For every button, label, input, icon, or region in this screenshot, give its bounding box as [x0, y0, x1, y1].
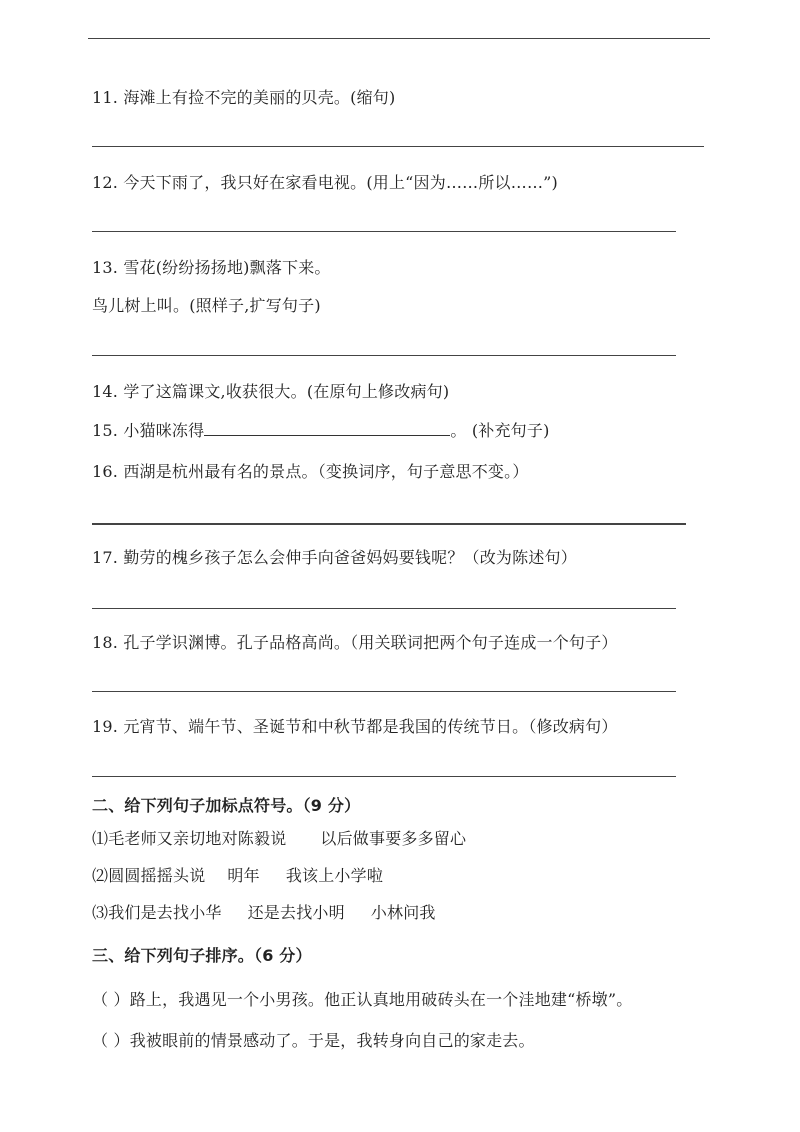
answer-line-13[interactable]	[92, 355, 676, 356]
item-part: 毛老师又亲切地对陈毅说	[108, 829, 287, 848]
question-15-prefix: 15. 小猫咪冻得	[92, 421, 205, 440]
answer-line-12[interactable]	[92, 231, 676, 232]
item-part: 小林问我	[370, 903, 436, 922]
answer-line-17[interactable]	[92, 608, 676, 609]
item-part: 以后做事要多多留心	[320, 829, 467, 848]
question-17: 17. 勤劳的槐乡孩子怎么会伸手向爸爸妈妈要钱呢？（改为陈述句）	[92, 548, 577, 567]
question-13-prompt: 鸟儿树上叫。(照样子,扩写句子)	[92, 296, 321, 315]
question-11: 11. 海滩上有捡不完的美丽的贝壳。(缩句)	[92, 88, 396, 107]
punctuation-item-2	[92, 866, 383, 886]
ordering-item-2	[92, 1031, 535, 1051]
question-13-example: 13. 雪花(纷纷扬扬地)飘落下来。	[92, 258, 331, 277]
item-part: 还是去找小明	[247, 903, 345, 922]
item-part: 圆圆摇摇头说	[108, 866, 206, 885]
ordering-bracket[interactable]: （ ）	[92, 1031, 130, 1050]
item-part: 我该上小学啦	[285, 866, 384, 885]
question-16: 16. 西湖是杭州最有名的景点。（变换词序，句子意思不变。）	[92, 462, 529, 481]
item-number: ⑶	[92, 903, 109, 922]
ordering-text: 路上，我遇见一个小男孩。他正认真地用破砖头在一个洼地建“桥墩”。	[129, 990, 633, 1009]
item-part: 我们是去找小华	[108, 903, 222, 922]
item-number: ⑴	[92, 829, 109, 848]
ordering-item-1	[92, 990, 632, 1010]
section-3-heading: 三、给下列句子排序。（6 分）	[92, 946, 312, 965]
section-2-heading: 二、给下列句子加标点符号。（9 分）	[92, 796, 361, 815]
answer-line-19[interactable]	[92, 776, 676, 777]
question-19: 19. 元宵节、端午节、圣诞节和中秋节都是我国的传统节日。（修改病句）	[92, 717, 618, 736]
top-rule	[88, 38, 710, 39]
answer-blank-15[interactable]	[204, 421, 450, 436]
question-15	[92, 421, 550, 441]
question-18: 18. 孔子学识渊博。孔子品格高尚。（用关联词把两个句子连成一个句子）	[92, 633, 618, 652]
item-part: 明年	[227, 866, 260, 885]
item-number: ⑵	[92, 866, 109, 885]
punctuation-item-1	[92, 829, 466, 849]
answer-line-18[interactable]	[92, 691, 676, 692]
ordering-text: 我被眼前的情景感动了。于是，我转身向自己的家走去。	[129, 1031, 535, 1050]
question-14: 14. 学了这篇课文,收获很大。(在原句上修改病句)	[92, 382, 450, 401]
ordering-bracket[interactable]: （ ）	[92, 990, 130, 1009]
punctuation-item-3	[92, 903, 436, 923]
answer-line-16[interactable]	[92, 523, 686, 525]
question-12: 12. 今天下雨了，我只好在家看电视。(用上“因为……所以……”)	[92, 173, 558, 192]
question-15-suffix: 。 (补充句子)	[450, 421, 550, 440]
answer-line-11[interactable]	[92, 146, 704, 147]
